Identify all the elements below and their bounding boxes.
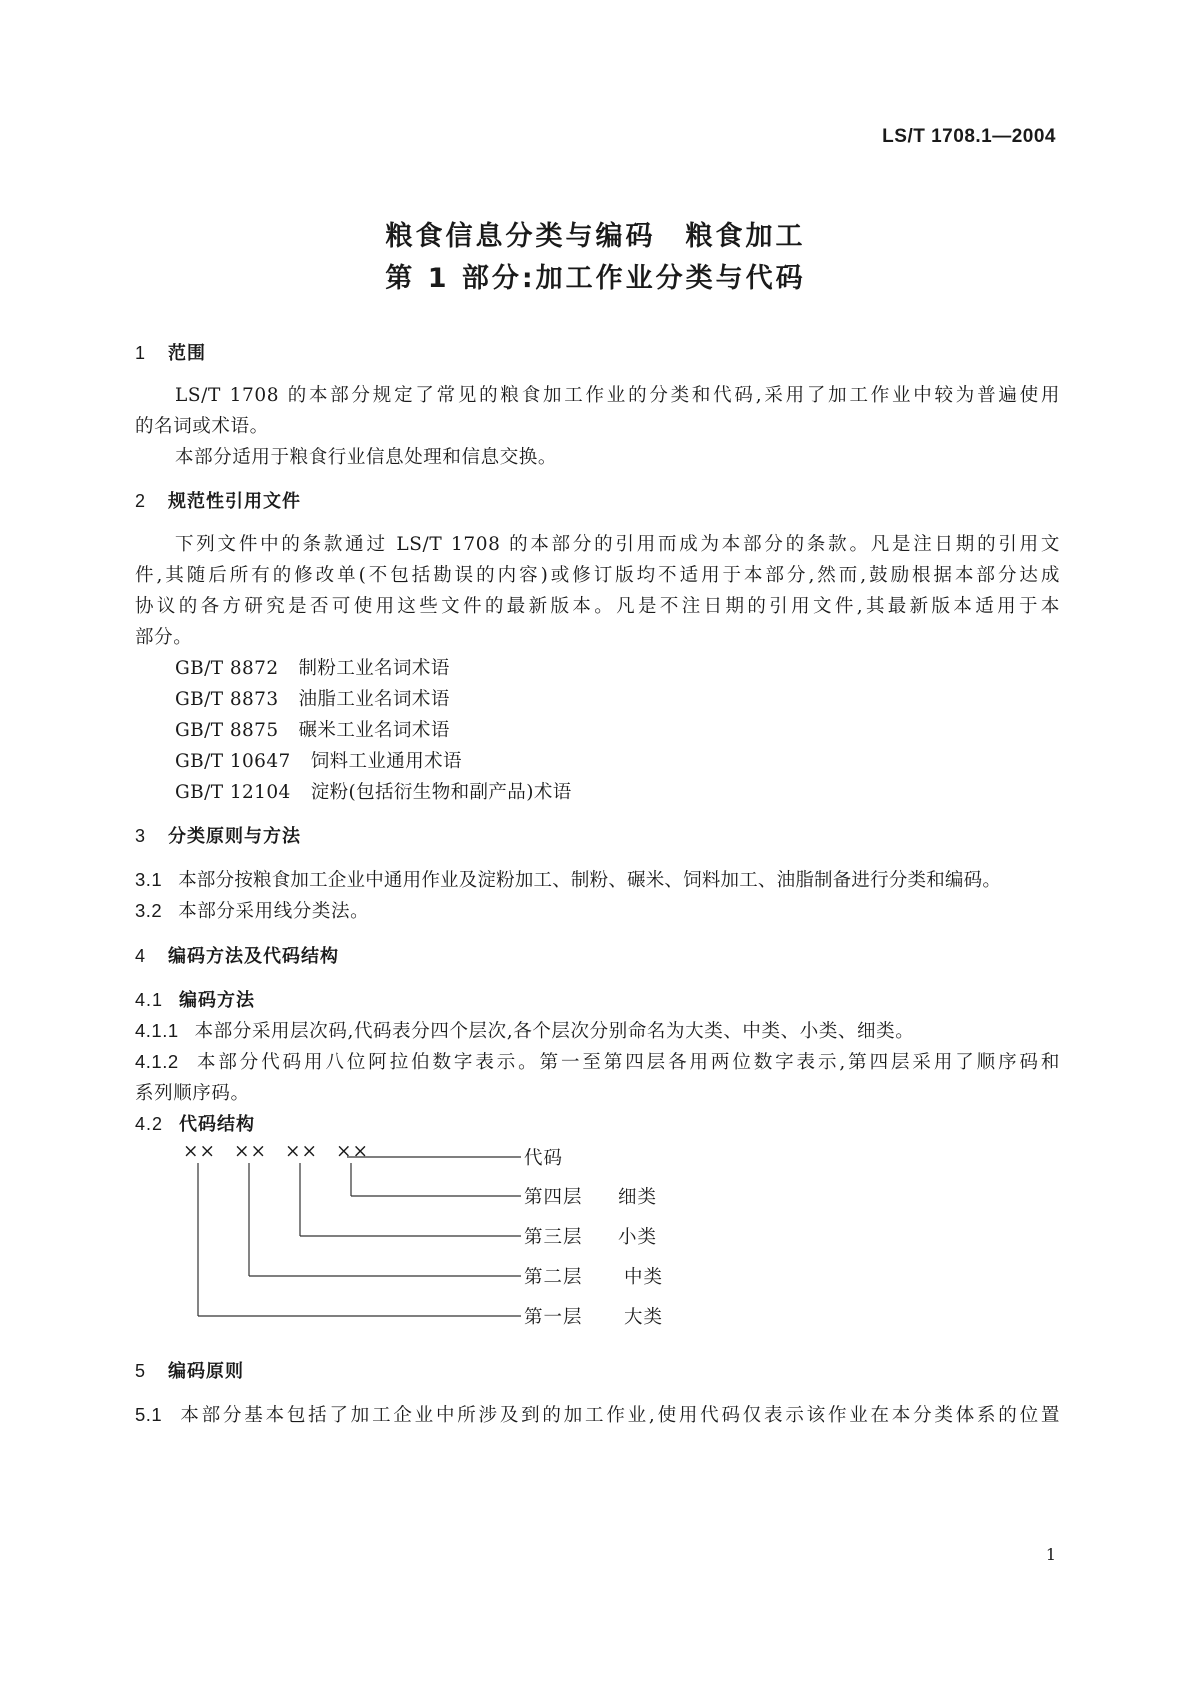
level2-label: 第二层	[524, 1267, 583, 1288]
s2-paragraph-line-4: 部分。	[135, 627, 193, 648]
clause-4-1-2-line-2: 系列顺序码。	[135, 1083, 250, 1104]
subsection-number: 4.2	[135, 1114, 164, 1134]
reference-code: GB/T 12104	[175, 782, 291, 803]
document-title-line1: 粮食信息分类与编码 粮食加工	[385, 221, 806, 252]
clause-text: 本部分采用线分类法。	[178, 901, 370, 922]
s2-paragraph-line-1: 下列文件中的条款通过 LS/T 1708 的本部分的引用而成为本部分的条款。凡是注日期的引用文	[175, 534, 1060, 555]
level3-label: 第三层	[524, 1227, 583, 1248]
code-label: 代码	[524, 1148, 564, 1169]
section-5-heading	[135, 1357, 244, 1383]
level4-name: 细类	[618, 1187, 658, 1208]
section-number: 4	[135, 946, 147, 966]
reference-code: GB/T 8873	[175, 689, 279, 710]
reference-name: 制粉工业名词术语	[298, 658, 450, 679]
section-title: 分类原则与方法	[168, 826, 302, 847]
section-title: 编码原则	[168, 1361, 245, 1382]
subsection-number: 4.1	[135, 990, 164, 1010]
s1-paragraph-1-line-1: LS/T 1708 的本部分规定了常见的粮食加工作业的分类和代码,采用了加工作业中较为普遍使用	[175, 385, 1060, 406]
section-title: 编码方法及代码结构	[168, 946, 340, 967]
level2-name: 中类	[624, 1267, 664, 1288]
clause-text: 本部分采用层次码,代码表分四个层次,各个层次分别命名为大类、中类、小类、细类。	[194, 1021, 915, 1042]
section-number: 3	[135, 826, 147, 846]
clause-number: 3.1	[135, 869, 163, 890]
s1-paragraph-1-line-2: 的名词或术语。	[135, 416, 269, 437]
clause-number: 3.2	[135, 900, 163, 921]
section-title: 规范性引用文件	[168, 491, 302, 512]
level4-label: 第四层	[524, 1187, 583, 1208]
code-mark-level2: ××	[234, 1141, 268, 1162]
s1-paragraph-2: 本部分适用于粮食行业信息处理和信息交换。	[175, 447, 558, 468]
clause-number: 5.1	[135, 1404, 163, 1425]
document-title-line2: 第 1 部分:加工作业分类与代码	[385, 263, 806, 294]
reference-name: 淀粉(包括衍生物和副产品)术语	[310, 782, 572, 803]
section-number: 2	[135, 491, 147, 511]
reference-name: 饲料工业通用术语	[310, 751, 462, 772]
clause-text: 本部分基本包括了加工企业中所涉及到的加工作业,使用代码仅表示该作业在本分类体系的位置	[178, 1405, 1060, 1426]
subsection-title: 编码方法	[179, 990, 256, 1011]
level1-name: 大类	[624, 1307, 664, 1328]
clause-number: 4.1.1	[135, 1020, 179, 1041]
page-number: 1	[1045, 1545, 1056, 1564]
section-number: 5	[135, 1361, 147, 1381]
level1-label: 第一层	[524, 1307, 583, 1328]
s2-paragraph-line-2: 件,其随后所有的修改单(不包括勘误的内容)或修订版均不适用于本部分,然而,鼓励根据本部分达成	[135, 565, 1060, 586]
section-number: 1	[135, 343, 147, 363]
reference-name: 碾米工业名词术语	[298, 720, 450, 741]
reference-code: GB/T 8875	[175, 720, 279, 741]
code-mark-level4: ××	[336, 1141, 370, 1162]
code-mark-level1: ××	[183, 1141, 217, 1162]
reference-code: GB/T 8872	[175, 658, 279, 679]
clause-text: 本部分代码用八位阿拉伯数字表示。第一至第四层各用两位数字表示,第四层采用了顺序码和	[194, 1052, 1060, 1073]
section-title: 范围	[168, 343, 207, 364]
s2-paragraph-line-3: 协议的各方研究是否可使用这些文件的最新版本。凡是不注日期的引用文件,其最新版本适用于本	[135, 596, 1060, 617]
reference-name: 油脂工业名词术语	[298, 689, 450, 710]
subsection-title: 代码结构	[179, 1114, 256, 1135]
clause-5-1	[135, 1401, 1060, 1427]
level3-name: 小类	[618, 1227, 658, 1248]
standard-number: LS/T 1708.1—2004	[882, 126, 1056, 147]
clause-number: 4.1.2	[135, 1051, 179, 1072]
code-mark-level3: ××	[285, 1141, 319, 1162]
reference-code: GB/T 10647	[175, 751, 291, 772]
clause-text: 本部分按粮食加工企业中通用作业及淀粉加工、制粉、碾米、饲料加工、油脂制备进行分类和编码。	[178, 870, 1002, 891]
